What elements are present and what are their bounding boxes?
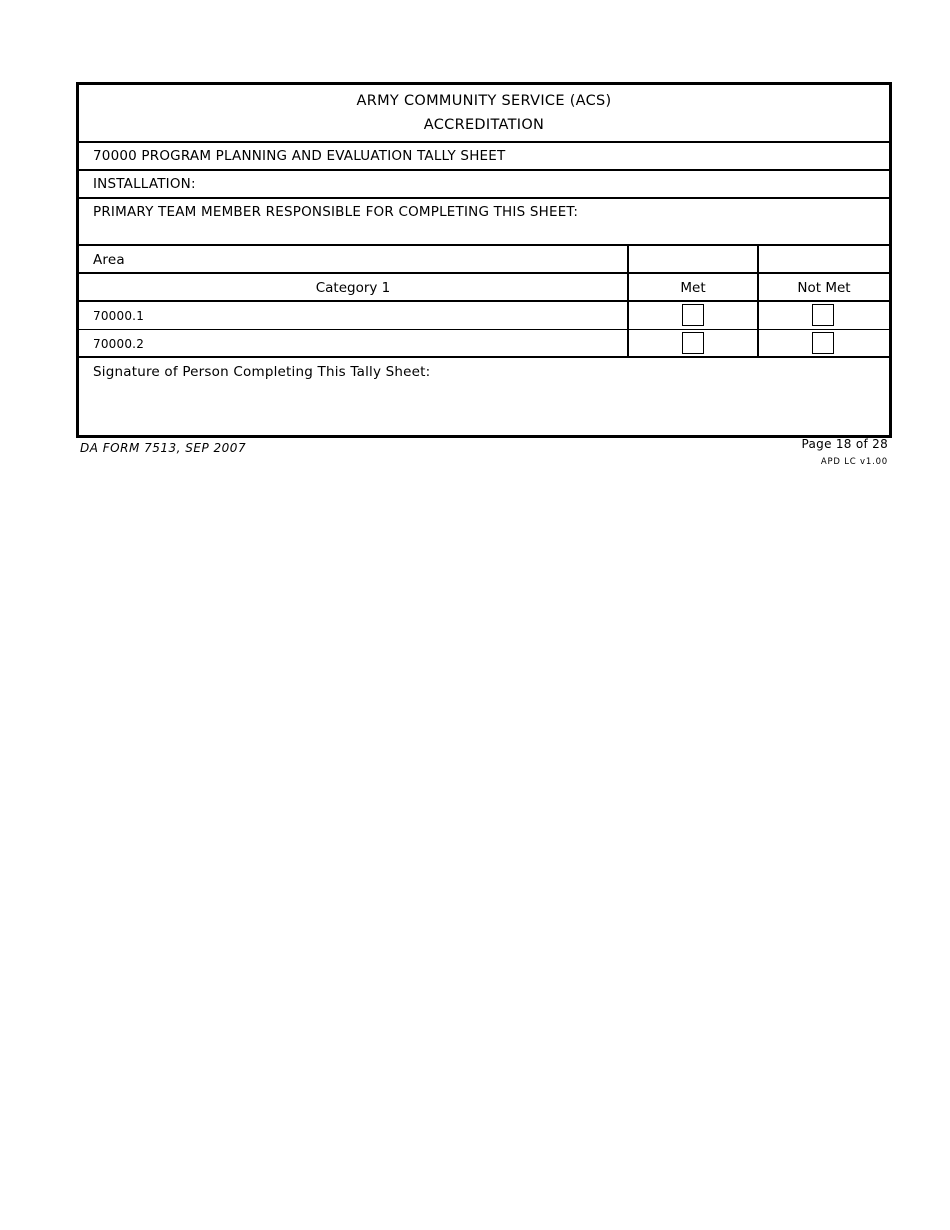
form-header <box>79 85 889 143</box>
not-met-checkbox[interactable] <box>812 332 834 354</box>
item-id: 70000.2 <box>93 337 145 351</box>
item-id: 70000.1 <box>93 309 145 323</box>
met-checkbox[interactable] <box>682 304 704 326</box>
met-header: Met <box>680 280 706 296</box>
signature-field[interactable] <box>79 358 889 435</box>
installation-label: INSTALLATION: <box>93 176 196 192</box>
header-title: ARMY COMMUNITY SERVICE (ACS) <box>356 93 612 109</box>
primary-team-member-field[interactable] <box>79 199 889 246</box>
table-header-row <box>79 274 889 302</box>
table-row <box>79 330 889 358</box>
area-label: Area <box>93 252 125 268</box>
primary-team-member-label: PRIMARY TEAM MEMBER RESPONSIBLE FOR COMPLETING THIS SHEET: <box>93 204 579 220</box>
not-met-checkbox[interactable] <box>812 304 834 326</box>
header-subtitle: ACCREDITATION <box>423 117 545 133</box>
installation-field[interactable] <box>79 171 889 199</box>
page-number: Page 18 of 28 <box>801 437 888 451</box>
form-id: DA FORM 7513, SEP 2007 <box>80 441 247 455</box>
met-checkbox[interactable] <box>682 332 704 354</box>
tally-sheet-form <box>76 82 892 438</box>
table-row <box>79 302 889 330</box>
area-row <box>79 246 889 274</box>
sheet-title: 70000 PROGRAM PLANNING AND EVALUATION TALLY SHEET <box>93 148 506 164</box>
version-label: APD LC v1.00 <box>820 457 888 467</box>
not-met-header: Not Met <box>797 280 851 296</box>
signature-label: Signature of Person Completing This Tally Sheet: <box>93 364 431 380</box>
column-divider <box>757 246 759 358</box>
category-header: Category 1 <box>315 280 391 296</box>
sheet-title-row <box>79 143 889 171</box>
column-divider <box>627 246 629 358</box>
